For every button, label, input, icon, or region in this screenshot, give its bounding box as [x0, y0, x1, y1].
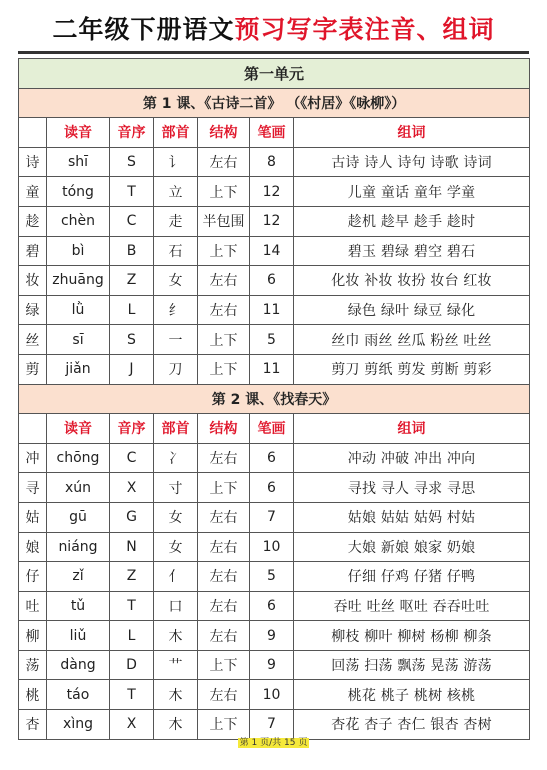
stroke-count-cell: 7: [250, 710, 294, 740]
initial-cell: X: [110, 473, 154, 503]
character-cell: 冲: [19, 443, 47, 473]
col-header-structure: 结构: [198, 118, 250, 148]
page-title: [0, 13, 547, 47]
character-cell: 丝: [19, 325, 47, 355]
initial-cell: B: [110, 236, 154, 266]
col-header-initial: 音序: [110, 414, 154, 444]
character-cell: 剪: [19, 354, 47, 384]
radical-cell: 女: [154, 502, 198, 532]
lesson-title-row: [19, 88, 530, 118]
words-cell: 丝巾 雨丝 丝瓜 粉丝 吐丝: [294, 325, 530, 355]
table-row: [19, 354, 530, 384]
initial-cell: D: [110, 650, 154, 680]
table-row: [19, 443, 530, 473]
structure-cell: 左右: [198, 591, 250, 621]
pinyin-cell: táo: [47, 680, 110, 710]
words-cell: 大娘 新娘 娘家 奶娘: [294, 532, 530, 562]
unit-header-row: [19, 59, 530, 89]
lesson-title: 第 1 课、《古诗二首》 （《村居》《咏柳》）: [19, 88, 530, 118]
radical-cell: 寸: [154, 473, 198, 503]
table-row: [19, 295, 530, 325]
table-row: [19, 591, 530, 621]
col-header-initial: 音序: [110, 118, 154, 148]
table-row: [19, 621, 530, 651]
pinyin-cell: chèn: [47, 206, 110, 236]
structure-cell: 左右: [198, 266, 250, 296]
initial-cell: T: [110, 680, 154, 710]
stroke-count-cell: 10: [250, 680, 294, 710]
pinyin-cell: tóng: [47, 177, 110, 207]
col-header-structure: 结构: [198, 414, 250, 444]
radical-cell: 口: [154, 591, 198, 621]
col-header-blank: [19, 118, 47, 148]
col-header-strokes: 笔画: [250, 414, 294, 444]
character-cell: 妆: [19, 266, 47, 296]
character-cell: 绿: [19, 295, 47, 325]
table-row: [19, 680, 530, 710]
pinyin-cell: shī: [47, 147, 110, 177]
col-header-words: 组词: [294, 118, 530, 148]
column-header-row: [19, 118, 530, 148]
unit-title: 第一单元: [19, 59, 530, 89]
radical-cell: 木: [154, 680, 198, 710]
radical-cell: 石: [154, 236, 198, 266]
character-cell: 姑: [19, 502, 47, 532]
radical-cell: 一: [154, 325, 198, 355]
page-footer: [0, 737, 547, 749]
structure-cell: 左右: [198, 680, 250, 710]
radical-cell: 讠: [154, 147, 198, 177]
structure-cell: 左右: [198, 295, 250, 325]
col-header-words: 组词: [294, 414, 530, 444]
column-header-row: [19, 414, 530, 444]
character-cell: 娘: [19, 532, 47, 562]
words-cell: 寻找 寻人 寻求 寻思: [294, 473, 530, 503]
title-underline: [18, 51, 529, 54]
initial-cell: S: [110, 147, 154, 177]
initial-cell: T: [110, 591, 154, 621]
structure-cell: 左右: [198, 532, 250, 562]
table-row: [19, 206, 530, 236]
words-cell: 绿色 绿叶 绿豆 绿化: [294, 295, 530, 325]
character-cell: 荡: [19, 650, 47, 680]
stroke-count-cell: 10: [250, 532, 294, 562]
words-cell: 杏花 杏子 杏仁 银杏 杏树: [294, 710, 530, 740]
structure-cell: 半包围: [198, 206, 250, 236]
lesson-title: 第 2 课、《找春天》: [19, 384, 530, 414]
pinyin-cell: lǜ: [47, 295, 110, 325]
stroke-count-cell: 9: [250, 621, 294, 651]
radical-cell: 纟: [154, 295, 198, 325]
words-cell: 冲动 冲破 冲出 冲向: [294, 443, 530, 473]
table-row: [19, 562, 530, 592]
structure-cell: 上下: [198, 236, 250, 266]
pinyin-cell: zǐ: [47, 562, 110, 592]
pinyin-cell: xún: [47, 473, 110, 503]
pinyin-cell: tǔ: [47, 591, 110, 621]
words-cell: 吞吐 吐丝 呕吐 吞吞吐吐: [294, 591, 530, 621]
initial-cell: Z: [110, 266, 154, 296]
stroke-count-cell: 5: [250, 325, 294, 355]
initial-cell: X: [110, 710, 154, 740]
pinyin-cell: gū: [47, 502, 110, 532]
table-row: [19, 710, 530, 740]
table-row: [19, 147, 530, 177]
structure-cell: 左右: [198, 562, 250, 592]
pinyin-cell: jiǎn: [47, 354, 110, 384]
radical-cell: 木: [154, 621, 198, 651]
col-header-radical: 部首: [154, 118, 198, 148]
words-cell: 剪刀 剪纸 剪发 剪断 剪彩: [294, 354, 530, 384]
stroke-count-cell: 6: [250, 266, 294, 296]
character-cell: 童: [19, 177, 47, 207]
structure-cell: 左右: [198, 621, 250, 651]
character-cell: 吐: [19, 591, 47, 621]
page-number: 第 1 页/共 15 页: [239, 738, 308, 748]
structure-cell: 上下: [198, 650, 250, 680]
character-cell: 诗: [19, 147, 47, 177]
table-row: [19, 266, 530, 296]
stroke-count-cell: 7: [250, 502, 294, 532]
radical-cell: 艹: [154, 650, 198, 680]
structure-cell: 上下: [198, 325, 250, 355]
words-cell: 儿童 童话 童年 学童: [294, 177, 530, 207]
initial-cell: C: [110, 443, 154, 473]
character-cell: 仔: [19, 562, 47, 592]
structure-cell: 上下: [198, 354, 250, 384]
table-row: [19, 473, 530, 503]
initial-cell: T: [110, 177, 154, 207]
stroke-count-cell: 14: [250, 236, 294, 266]
pinyin-cell: chōng: [47, 443, 110, 473]
radical-cell: 冫: [154, 443, 198, 473]
pinyin-cell: xìng: [47, 710, 110, 740]
stroke-count-cell: 11: [250, 295, 294, 325]
radical-cell: 刀: [154, 354, 198, 384]
structure-cell: 左右: [198, 502, 250, 532]
initial-cell: G: [110, 502, 154, 532]
vocab-table: [18, 58, 530, 740]
radical-cell: 走: [154, 206, 198, 236]
lesson-title-row: [19, 384, 530, 414]
structure-cell: 左右: [198, 147, 250, 177]
table-row: [19, 502, 530, 532]
character-cell: 寻: [19, 473, 47, 503]
stroke-count-cell: 12: [250, 177, 294, 207]
col-header-reading: 读音: [47, 414, 110, 444]
radical-cell: 女: [154, 266, 198, 296]
pinyin-cell: bì: [47, 236, 110, 266]
stroke-count-cell: 5: [250, 562, 294, 592]
initial-cell: L: [110, 621, 154, 651]
structure-cell: 上下: [198, 710, 250, 740]
stroke-count-cell: 6: [250, 473, 294, 503]
words-cell: 碧玉 碧绿 碧空 碧石: [294, 236, 530, 266]
stroke-count-cell: 6: [250, 591, 294, 621]
words-cell: 柳枝 柳叶 柳树 杨柳 柳条: [294, 621, 530, 651]
initial-cell: S: [110, 325, 154, 355]
words-cell: 回荡 扫荡 飘荡 晃荡 游荡: [294, 650, 530, 680]
radical-cell: 立: [154, 177, 198, 207]
table-row: [19, 325, 530, 355]
col-header-blank: [19, 414, 47, 444]
table-row: [19, 236, 530, 266]
words-cell: 趁机 趁早 趁手 趁时: [294, 206, 530, 236]
radical-cell: 女: [154, 532, 198, 562]
pinyin-cell: dàng: [47, 650, 110, 680]
table-row: [19, 532, 530, 562]
initial-cell: L: [110, 295, 154, 325]
character-cell: 碧: [19, 236, 47, 266]
structure-cell: 左右: [198, 443, 250, 473]
initial-cell: C: [110, 206, 154, 236]
stroke-count-cell: 6: [250, 443, 294, 473]
character-cell: 趁: [19, 206, 47, 236]
stroke-count-cell: 8: [250, 147, 294, 177]
structure-cell: 上下: [198, 473, 250, 503]
pinyin-cell: niáng: [47, 532, 110, 562]
table-row: [19, 650, 530, 680]
stroke-count-cell: 11: [250, 354, 294, 384]
words-cell: 桃花 桃子 桃树 核桃: [294, 680, 530, 710]
col-header-reading: 读音: [47, 118, 110, 148]
pinyin-cell: zhuāng: [47, 266, 110, 296]
words-cell: 姑娘 姑姑 姑妈 村姑: [294, 502, 530, 532]
pinyin-cell: sī: [47, 325, 110, 355]
radical-cell: 亻: [154, 562, 198, 592]
initial-cell: N: [110, 532, 154, 562]
character-cell: 杏: [19, 710, 47, 740]
words-cell: 古诗 诗人 诗句 诗歌 诗词: [294, 147, 530, 177]
initial-cell: Z: [110, 562, 154, 592]
stroke-count-cell: 9: [250, 650, 294, 680]
title-red-part: 预习写字表注音、组词: [234, 15, 495, 44]
table-row: [19, 177, 530, 207]
radical-cell: 木: [154, 710, 198, 740]
words-cell: 仔细 仔鸡 仔猪 仔鸭: [294, 562, 530, 592]
initial-cell: J: [110, 354, 154, 384]
pinyin-cell: liǔ: [47, 621, 110, 651]
words-cell: 化妆 补妆 妆扮 妆台 红妆: [294, 266, 530, 296]
col-header-radical: 部首: [154, 414, 198, 444]
character-cell: 柳: [19, 621, 47, 651]
stroke-count-cell: 12: [250, 206, 294, 236]
title-black-part: 二年级下册语文: [52, 15, 235, 44]
structure-cell: 上下: [198, 177, 250, 207]
col-header-strokes: 笔画: [250, 118, 294, 148]
character-cell: 桃: [19, 680, 47, 710]
